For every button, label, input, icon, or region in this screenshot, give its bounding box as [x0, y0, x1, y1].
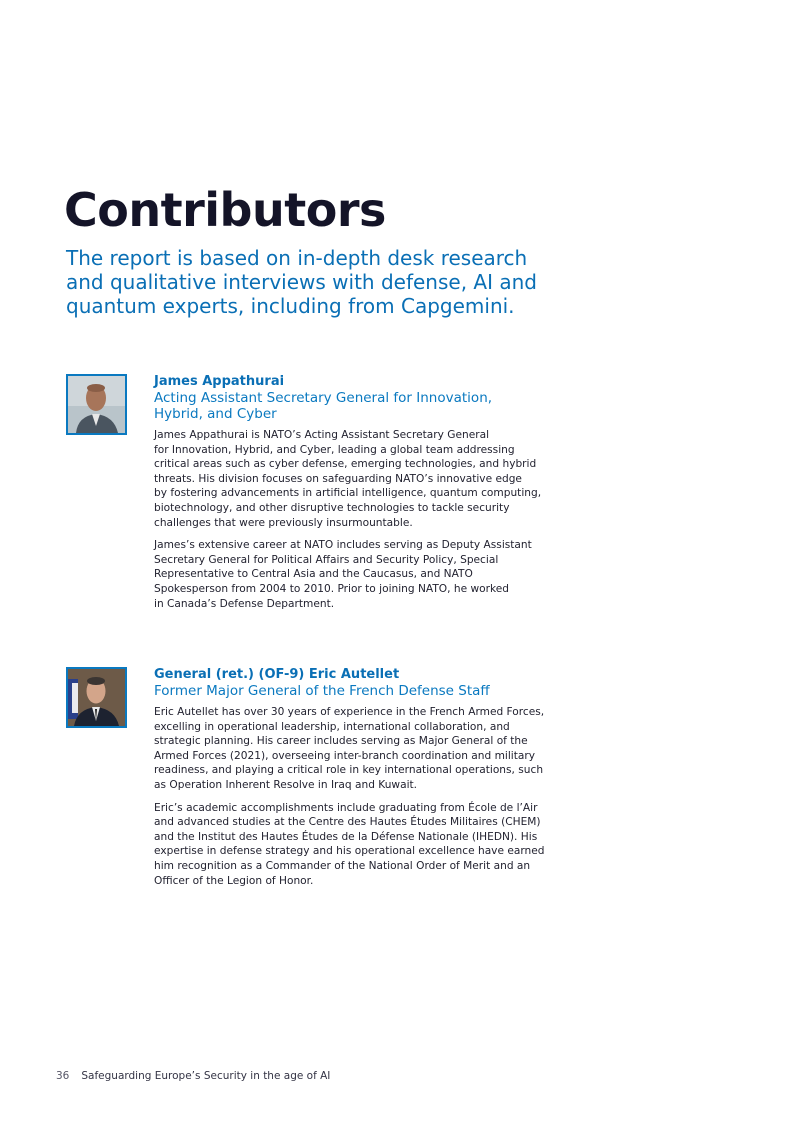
bio-line: as Operation Inherent Resolve in Iraq and Kuwait.	[154, 778, 418, 791]
portrait-image	[68, 669, 125, 726]
contributor-role	[154, 390, 546, 422]
bio-line: strategic planning. His career includes serving as Major General of the	[154, 735, 528, 748]
contributor-info	[154, 374, 546, 611]
contributor-info	[154, 667, 546, 888]
intro-line: The report is based on in-depth desk research	[66, 246, 528, 270]
bio-paragraph	[154, 705, 546, 793]
contributor-photo	[66, 667, 127, 728]
bio-line: Spokesperson from 2004 to 2010. Prior to joining NATO, he worked	[154, 582, 509, 595]
bio-line: for Innovation, Hybrid, and Cyber, leading a global team addressing	[154, 443, 515, 456]
bio-line: challenges that were previously insurmountable.	[154, 516, 413, 529]
bio-line: him recognition as a Commander of the National Order of Merit and an	[154, 859, 531, 872]
portrait-image	[68, 376, 125, 433]
bio-line: in Canada’s Defense Department.	[154, 597, 335, 610]
bio-line: by fostering advancements in artificial intelligence, quantum computing,	[154, 487, 542, 500]
bio-line: critical areas such as cyber defense, emerging technologies, and hybrid	[154, 458, 537, 471]
bio-line: Armed Forces (2021), overseeing inter-branch coordination and military	[154, 749, 536, 762]
bio-line: expertise in defense strategy and his operational excellence have earned	[154, 845, 545, 858]
role-line: Hybrid, and Cyber	[154, 406, 277, 422]
bio-line: excelling in operational leadership, international collaboration, and	[154, 720, 510, 733]
bio-paragraph	[154, 801, 546, 889]
page-number: 36	[56, 1070, 70, 1082]
intro-line: quantum experts, including from Capgemini.	[66, 294, 515, 318]
page-title: Contributors	[64, 183, 386, 237]
bio-line: Officer of the Legion of Honor.	[154, 874, 314, 887]
role-line: Former Major General of the French Defense Staff	[154, 683, 490, 699]
bio-paragraph	[154, 538, 546, 611]
intro-line: and qualitative interviews with defense, AI and	[66, 270, 537, 294]
bio-line: and the Institut des Hautes Études de la Défense Nationale (IHEDN). His	[154, 830, 538, 843]
bio-paragraph	[154, 428, 546, 530]
role-line: Acting Assistant Secretary General for Innovation,	[154, 390, 493, 406]
bio-line: Representative to Central Asia and the Caucasus, and NATO	[154, 568, 473, 581]
bio-line: Eric’s academic accomplishments include graduating from École de l’Air	[154, 801, 538, 814]
page-footer	[56, 1070, 330, 1082]
bio-line: Secretary General for Political Affairs and Security Policy, Special	[154, 553, 499, 566]
bio-line: biotechnology, and other disruptive technologies to tackle security	[154, 501, 510, 514]
bio-line: Eric Autellet has over 30 years of experience in the French Armed Forces,	[154, 706, 545, 718]
bio-line: and advanced studies at the Centre des Hautes Études Militaires (CHEM)	[154, 816, 541, 829]
bio-line: threats. His division focuses on safeguarding NATO’s innovative edge	[154, 472, 522, 485]
footer-report-title: Safeguarding Europe’s Security in the age of AI	[81, 1070, 331, 1082]
bio-line: James Appathurai is NATO’s Acting Assistant Secretary General	[154, 429, 490, 441]
bio-line: readiness, and playing a critical role in key international operations, such	[154, 764, 544, 777]
intro-text	[66, 246, 586, 318]
contributor-name: James Appathurai	[154, 374, 285, 389]
contributor-role	[154, 683, 546, 699]
contributor-name: General (ret.) (OF-9) Eric Autellet	[154, 667, 400, 682]
contributor-photo	[66, 374, 127, 435]
bio-line: James’s extensive career at NATO includes serving as Deputy Assistant	[154, 539, 532, 552]
